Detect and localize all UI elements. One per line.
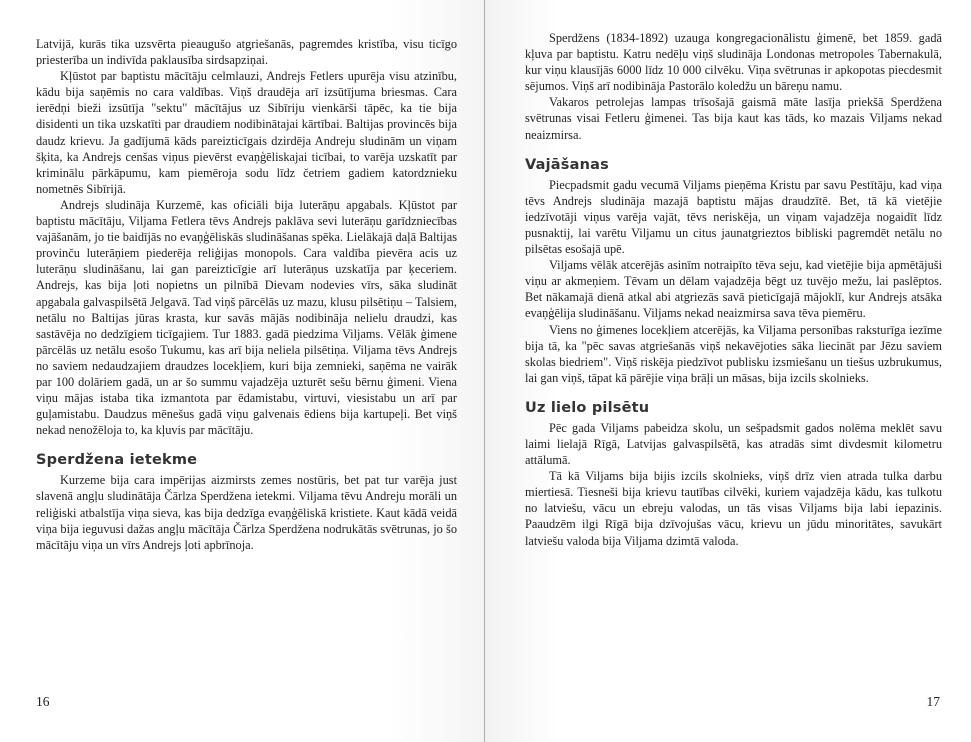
paragraph: Pēc gada Viljams pabeidza skolu, un sešpadsmit gados nolēma meklēt savu laimi lielajā Rīgā, Latvijas galvaspilsētā, kas atradās simt divdesmit kilometru attālumā. <box>525 420 942 468</box>
paragraph: Andrejs sludināja Kurzemē, kas oficiāli bija luterāņu apgabals. Kļūstot par baptistu mācītāju, Viljama Fetlera tēvs Andrejs paklāva sevi luterāņu garīdzniecības vajāšanām, jo tie baidījās no evaņģēliskās sludināšanas spēka. Lielākajā daļā Baltijas provinču luterāņiem piederēja reliģijas monopols. Cara valdība pievēra acis uz luterāņu sludināšanu, lai gan pareizticīgie arī luterāņus uzskatīja par ķeceriem. Andrejs, kas bija ļoti nopietns un pilnībā Dievam nodevies vīrs, sāka sludināt apgabala galvaspilsētā Jelgavā. Tad viņš pārcēlās uz mazu, klusu pilsētiņu – Talsiem, netālu no Baltijas jūras krasta, kur savās mājās nodibināja nelielu draudzi, kas sastāvēja no dedzīgiem ticīgajiem. Tur 1883. gadā piedzima Viljams. Vēlāk ģimene pārcēlās uz netālu esošo Tukumu, kas arī bija neliela pilsētiņa. Viljama tēvs Andrejs no saviem nedaudzajiem draudzes locekļiem, kuri bija zemnieki, saņēma ne vairāk par 100 dolāriem gadā, un ar šo summu vajadzēja uzturēt sešu bērnu ģimeni. Viena viņu mājas istaba tika izmantota par ēdamistabu, virtuvi, viesistabu un arī par guļamistabu. Daudzus mēnešus gadā viņu galvenais ēdiens bija kartupeļi. Bet viņš nekad nenožēloja to, ka kļuvis par mācītāju. <box>36 197 457 438</box>
paragraph: Viljams vēlāk atcerējās asinīm notraipīto tēva seju, kad vietējie bija apmētājuši viņu ar akmeņiem. Tēvam un dēlam vajadzēja bēgt uz tuvējo mežu, lai paslēptos. Bet nākamajā dienā atkal abi atgriezās savā pieticīgajā mājoklī, kur Andrejs atsāka evaņģēlija sludināšanu. Viljams nekad neaizmirsa sava tēva piemēru. <box>525 258 942 321</box>
section-heading: Uz lielo pilsētu <box>525 399 650 416</box>
paragraph: Kļūstot par baptistu mācītāju celmlauzi, Andrejs Fetlers upurēja visu atzinību, kādu bija saņēmis no cara valdības. Viņš draudēja arī izsūtījuma briesmas. Cara ierēdņi bieži izsūtīja "sektu" mācītājus uz Sibīriju vienkārši tāpēc, ka tie bija disidenti un tika uzskatīti par draudiem nodibinātajai kārtībai. Baltijas provincēs bija daudz krievu. Ja gadījumā kāds pareizticīgais dzirdēja Andreju sludinām un viņam šķita, ka Andrejs cenšas viņus pievērst evaņģēliskajai ticībai, to varēja uzskatīt par kriminālu pārkāpumu, kam piemēroja sodu līdz četriem gadiem katordznieku nometnēs Sibīrijā. <box>36 69 457 196</box>
paragraph: Latvijā, kurās tika uzsvērta pieaugušo atgriešanās, pagremdes kristība, visu ticīgo priesterība un indivīda paklausība sirdsapziņai. <box>36 37 457 68</box>
paragraph: Tā kā Viljams bija bijis izcils skolnieks, viņš drīz vien atrada tulka darbu miertiesā. Tiesneši bija krievu tautības cilvēki, kuriem vajadzēja kādu, kas tulkotu no latviešu, vācu un ebreju valodas, un tās visas Viljams bija labi iepazinis. Paaudzēm ilgi Rīgā bija dzīvojušas vācu, krievu un jūdu minoritātes, savukārt latviešu valoda bija Viljama dzimtā valoda. <box>525 469 942 548</box>
paragraph: Piecpadsmit gadu vecumā Viljams pieņēma Kristu par savu Pestītāju, kad viņa tēvs Andrejs sludināja mazajā baptistu mājas draudzītē. Bet, tā kā vietējie iedzīvotāji viņus varēja vajāt, tēvs neriskēja, un viņam vajadzēja nogaidīt līdz pusnaktij, lai varētu Viljamu un citus jaunatgrieztos bibliski pagremdēt netālu no pilsētas esošajā upē. <box>525 177 942 257</box>
paragraph: Kurzeme bija cara impērijas aizmirsts zemes nostūris, bet pat tur varēja just slavenā angļu sludinātāja Čārlza Sperdžena ietekmi. Viljama tēvu Andreju morāli un reliģiski atbalstīja viņa sieva, kas bija dedzīga evaņģēliskā kristiete. Kaut kādā veidā viņa bija ieguvusi dažas angļu mācītāja Čārlza Sperdžena nodrukātās svētrunas, jo šo mācītāju viņa un vīrs Andrejs ļoti apbrīnoja. <box>36 473 457 552</box>
page-number: 16 <box>36 694 50 709</box>
paragraph: Vakaros petrolejas lampas trīsošajā gaismā māte lasīja priekšā Sperdžena svētrunas visai Fetleru ģimenei. Tas bija kaut kas tāds, ko mazais Viljams nekad neaizmirsa. <box>525 95 942 142</box>
section-heading: Vajāšanas <box>525 156 609 173</box>
right-page <box>485 0 970 742</box>
page-number: 17 <box>926 694 940 709</box>
section-heading: Sperdžena ietekme <box>36 452 198 469</box>
left-page <box>0 0 485 742</box>
paragraph: Viens no ģimenes locekļiem atcerējās, ka Viljama personības raksturīga iezīme bija tā, ka "pēc savas atgriešanās viņš nekavējoties sāka liecināt par Jēzu saviem skolas biedriem". Viņš riskēja piedzīvot publisku izsmiešanu un tiešus uzbrukumus, lai gan viņš, tāpat kā pārējie viņa brāļi un māsas, bija izcils skolnieks. <box>525 322 942 385</box>
paragraph: Sperdžens (1834-1892) uzauga kongregacionālistu ģimenē, bet 1859. gadā kļuva par baptistu. Katru nedēļu viņš sludināja Londonas metropoles Tabernakulā, kur viņu klausījās 6000 līdz 10 000 cilvēku. Viņa svētrunas ir apkopotas piecdesmit sējumos. Viņš arī nodibināja Pastorālo koledžu un bāreņu namu. <box>525 31 942 94</box>
